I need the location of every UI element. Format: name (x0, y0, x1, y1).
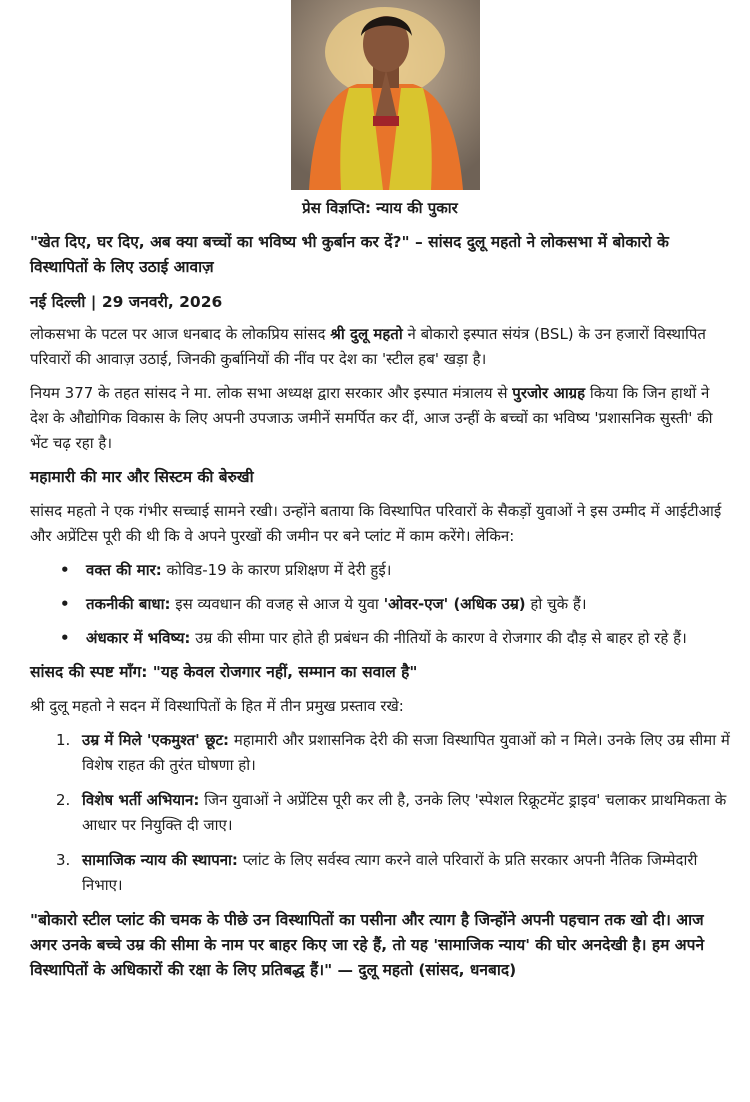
bullet-list (30, 558, 730, 651)
paragraph-demand-intro: श्री दुलू महतो ने सदन में विस्थापितों के हित में तीन प्रमुख प्रस्ताव रखे: (30, 697, 404, 715)
item-label: उम्र में मिले 'एकमुश्त' छूट: (82, 731, 230, 749)
bullet-label: अंधकार में भविष्य: (86, 629, 191, 647)
section-heading-demand: सांसद की स्पष्ट माँग: "यह केवल रोजगार नहीं, सम्मान का सवाल है" (30, 663, 418, 681)
bullet-text: हो चुके हैं। (525, 595, 587, 613)
paragraph-rule-377 (30, 381, 730, 456)
list-item (56, 788, 730, 838)
text-run: ने बोकारो इस्पात संयंत्र (BSL) के उन हजारों विस्थापित परिवारों की आवाज़ उठाई, जिनकी कुर्बानियों की नींव पर देश का 'स्टील हब' खड़ा है। (30, 325, 706, 368)
bullet-emphasis: 'ओवर-एज' (अधिक उम्र) (383, 595, 526, 613)
text-run: लोकसभा के पटल पर आज धनबाद के लोकप्रिय सांसद (30, 325, 331, 343)
paragraph-pandemic-intro: सांसद महतो ने एक गंभीर सच्चाई सामने रखी। उन्होंने बताया कि विस्थापित परिवारों के सैकड़ों युवाओं ने इस उम्मीद में आईटीआई और अप्रेंटिस पूरी की थी कि वे अपने पुरखों की जमीन पर बने प्लांट में काम करेंगे। लेकिन: (30, 502, 722, 545)
article-body (30, 198, 730, 983)
text-run: नियम 377 के तहत सांसद ने मा. लोक सभा अध्यक्ष द्वारा सरकार और इस्पात मंत्रालय से (30, 384, 513, 402)
item-text: महामारी और प्रशासनिक देरी की सजा विस्थापित युवाओं को न मिले। उनके लिए उम्र सीमा में विशेष राहत की तुरंत घोषणा हो। (82, 731, 730, 774)
bullet-text: इस व्यवधान की वजह से आज ये युवा (170, 595, 384, 613)
item-number: 1. (56, 731, 71, 749)
numbered-list (30, 728, 730, 898)
press-release-caption: प्रेस विज्ञप्ति: न्याय की पुकार (302, 199, 458, 217)
list-item (56, 848, 730, 898)
item-text: जिन युवाओं ने अप्रेंटिस पूरी कर ली है, उनके लिए 'स्पेशल रिक्रूटमेंट ड्राइव' चलाकर प्राथमिकता के आधार पर नियुक्ति दी जाए। (82, 791, 727, 834)
item-number: 2. (56, 791, 71, 809)
item-label: विशेष भर्ती अभियान: (82, 791, 200, 809)
text-run: किया कि जिन हाथों ने देश के औद्योगिक विकास के लिए अपनी उपजाऊ जमीनें समर्पित कर दीं, आज उन्हीं के बच्चों का भविष्य 'प्रशासनिक सुस्ती' की भेंट चढ़ रहा है। (30, 384, 713, 452)
headline: "खेत दिए, घर दिए, अब क्या बच्चों का भविष्य भी कुर्बान कर दें?" – सांसद दुलू महतो ने लोकसभा में बोकारो के विस्थापितों के लिए उठाई आवाज़ (30, 233, 669, 276)
dateline: नई दिल्ली | 29 जनवरी, 2026 (30, 293, 223, 311)
item-text: प्लांट के लिए सर्वस्व त्याग करने वाले परिवारों के प्रति सरकार अपनी नैतिक जिम्मेदारी निभाए। (82, 851, 698, 894)
bullet-text: कोविड-19 के कारण प्रशिक्षण में देरी हुई। (161, 561, 392, 579)
item-label: सामाजिक न्याय की स्थापना: (82, 851, 238, 869)
list-item (86, 558, 730, 583)
mp-name: श्री दुलू महतो (330, 325, 403, 343)
item-number: 3. (56, 851, 71, 869)
bullet-label: वक्त की मार: (86, 561, 162, 579)
closing-quote: "बोकारो स्टील प्लांट की चमक के पीछे उन विस्थापितों का पसीना और त्याग है जिन्होंने अपनी पहचान तक खो दी। आज अगर उनके बच्चे उम्र की सीमा के नाम पर बाहर किए जा रहे हैं, तो यह 'सामाजिक न्याय' की घोर अनदेखी है। हम अपने विस्थापितों के अधिकारों की रक्षा के लिए प्रतिबद्ध हैं।" — दुलू महतो (सांसद, धनबाद) (30, 911, 705, 979)
list-item (86, 626, 730, 651)
paragraph-intro (30, 322, 730, 372)
list-item (86, 592, 730, 617)
portrait-illustration (291, 0, 480, 190)
bullet-text: उम्र की सीमा पार होते ही प्रबंधन की नीतियों के कारण वे रोजगार की दौड़ से बाहर हो रहे हैं। (190, 629, 687, 647)
mp-portrait-photo (291, 0, 480, 190)
section-heading-pandemic: महामारी की मार और सिस्टम की बेरुखी (30, 468, 254, 486)
bullet-label: तकनीकी बाधा: (86, 595, 171, 613)
emphasis: पुरजोर आग्रह (512, 384, 586, 402)
list-item (56, 728, 730, 778)
